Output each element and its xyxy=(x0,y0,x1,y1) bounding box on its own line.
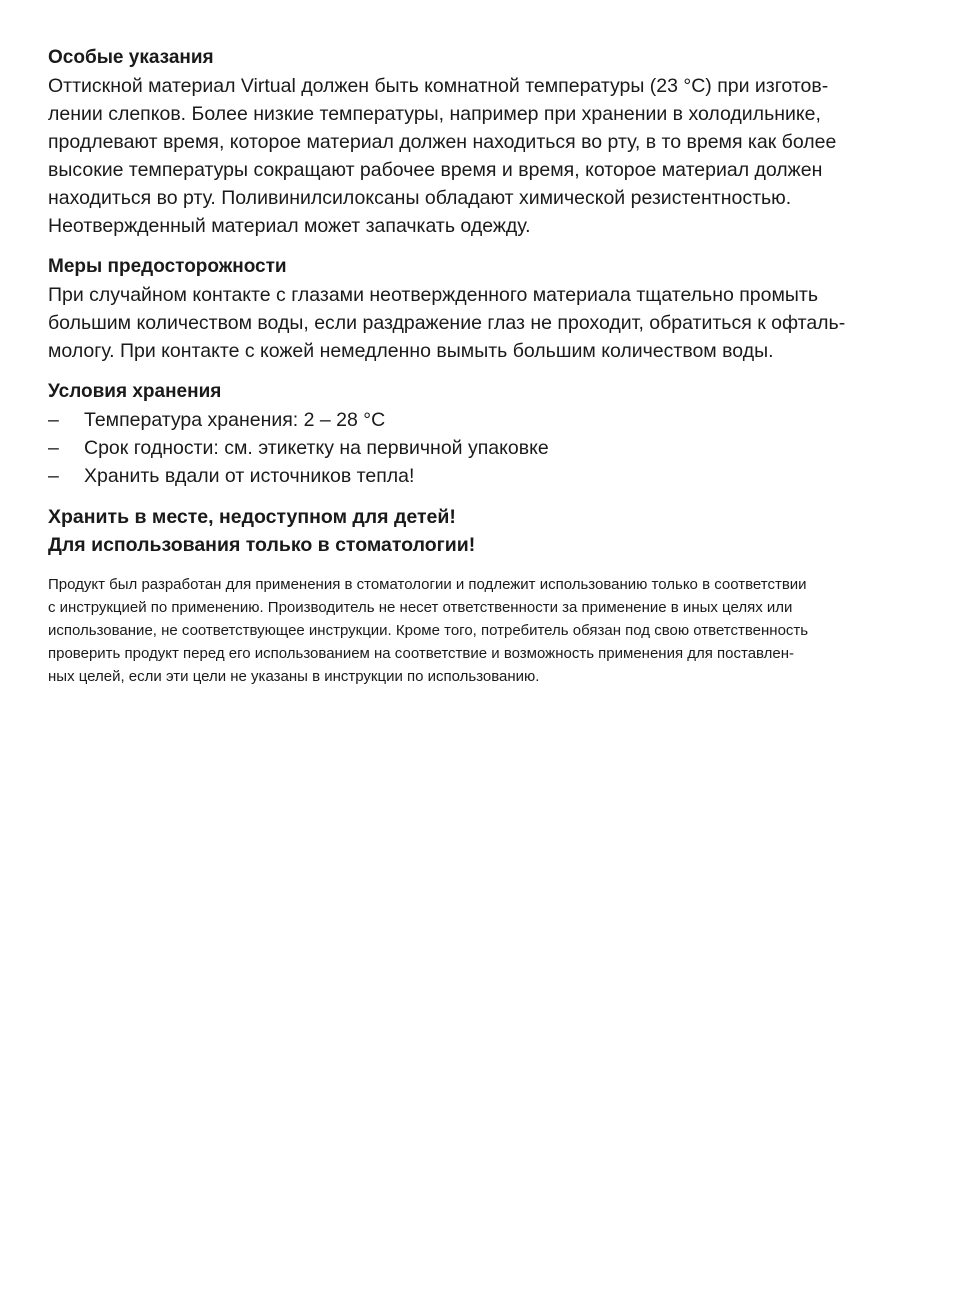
warnings-block xyxy=(48,503,908,559)
text-line: Продукт был разработан для применения в стоматологии и подлежит использованию только в соответствии xyxy=(48,576,807,593)
storage-list xyxy=(48,406,908,490)
disclaimer-text xyxy=(48,573,908,688)
list-item xyxy=(48,462,908,490)
storage-heading: Условия хранения xyxy=(48,381,222,402)
text-line: высокие температуры сокращают рабочее время и время, которое материал должен xyxy=(48,159,823,181)
list-dash: – xyxy=(48,409,59,431)
text-line: мологу. При контакте с кожей немедленно вымыть большим количеством воды. xyxy=(48,340,774,362)
list-item xyxy=(48,406,908,434)
text-line: Оттискной материал Virtual должен быть комнатной температуры (23 °C) при изготов- xyxy=(48,75,829,97)
text-line: лении слепков. Более низкие температуры, например при хранении в холодильнике, xyxy=(48,103,821,125)
text-line: с инструкцией по применению. Производитель не несет ответственности за применение в иных целях или xyxy=(48,599,793,616)
text-line: большим количеством воды, если раздражение глаз не проходит, обратиться к офталь- xyxy=(48,312,846,334)
list-item xyxy=(48,434,908,462)
text-line: находиться во рту. Поливинилсилоксаны обладают химической резистентностью. xyxy=(48,187,792,209)
list-item-text: Хранить вдали от источников тепла! xyxy=(84,465,415,487)
dental-use-warning: Для использования только в стоматологии! xyxy=(48,534,476,556)
text-line: ных целей, если эти цели не указаны в инструкции по использованию. xyxy=(48,668,540,685)
text-line: Неотвержденный материал может запачкать одежду. xyxy=(48,215,531,237)
list-item-text: Температура хранения: 2 – 28 °C xyxy=(84,409,386,431)
special-notes-heading: Особые указания xyxy=(48,47,214,68)
precautions-heading: Меры предосторожности xyxy=(48,256,287,277)
document-page xyxy=(48,44,908,688)
text-line: При случайном контакте с глазами неотвержденного материала тщательно промыть xyxy=(48,284,819,306)
special-notes-text xyxy=(48,72,908,240)
text-line: использование, не соответствующее инструкции. Кроме того, потребитель обязан под свою ответственность xyxy=(48,622,809,639)
storage-section xyxy=(48,378,908,490)
special-notes-section xyxy=(48,44,908,240)
list-item-text: Срок годности: см. этикетку на первичной упаковке xyxy=(84,437,549,459)
precautions-section xyxy=(48,253,908,365)
text-line: проверить продукт перед его использованием на соответствие и возможность применения для поставлен- xyxy=(48,645,795,662)
list-dash: – xyxy=(48,437,59,459)
text-line: продлевают время, которое материал должен находиться во рту, в то время как более xyxy=(48,131,837,153)
list-dash: – xyxy=(48,465,59,487)
precautions-text xyxy=(48,281,908,365)
children-warning: Хранить в месте, недоступном для детей! xyxy=(48,506,456,528)
